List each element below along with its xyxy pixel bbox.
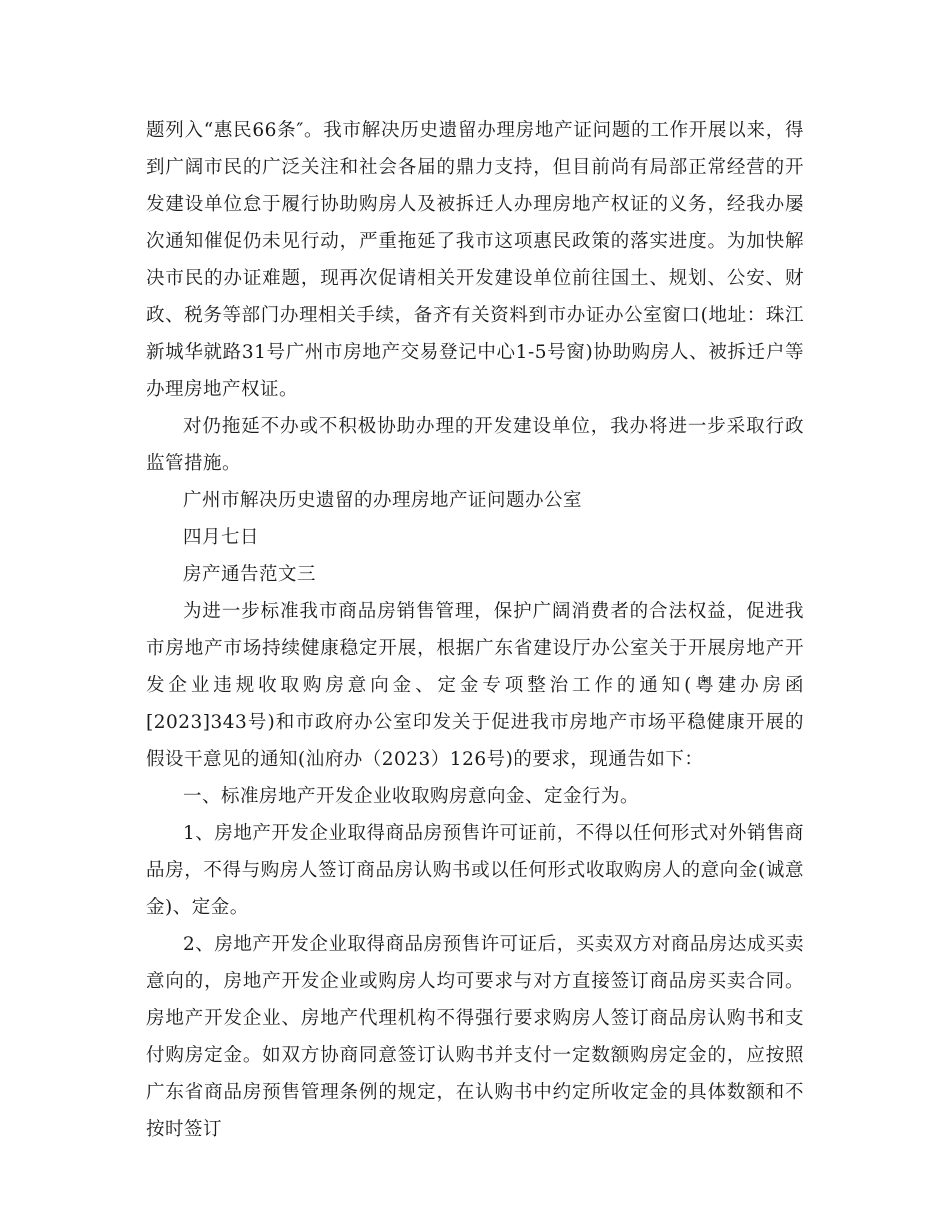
issue-date: 四月七日 [183,527,260,548]
paragraph-item-2: 2、房地产开发企业取得商品房预售许可证后，买卖双方对商品房达成买卖意向的，房地产开发企业或购房人均可要求与对方直接签订商品房买卖合同。房地产开发企业、房地产代理机构不得强行要求购房人签订商品房认购书和支付购房定金。如双方协商同意签订认购书并支付一定数额购房定金的，应按照广东省商品房预售管理条例的规定，在认购书中约定所收定金的具体数额和不按时签订 [146,934,804,1140]
issuer-office: 广州市解决历史遗留的办理房地产证问题办公室 [183,490,583,511]
paragraph-continuation: 题列入“惠民66条″。我市解决历史遗留办理房地产证问题的工作开展以来，得到广阔市民的广泛关注和社会各届的鼎力支持，但目前尚有局部正常经营的开发建设单位怠于履行协助购房人及被拆迁人办理房地产权证的义务，经我办屡次通知催促仍未见行动，严重拖延了我市这项惠民政策的落实进度。为加快解决市民的办证难题，现再次促请相关开发建设单位前往国土、规划、公安、财政、税务等部门办理相关手续，备齐有关资料到市办证办公室窗口(地址：珠江新城华就路31号广州市房地产交易登记中心1-5号窗)协助购房人、被拆迁户等办理房地产权证。 [146,120,804,400]
document-body [146,112,804,1148]
paragraph-intro: 为进一步标准我市商品房销售管理，保护广阔消费者的合法权益，促进我市房地产市场持续健康稳定开展，根据广东省建设厅办公室关于开展房地产开发企业违规收取购房意向金、定金专项整治工作的通知(粤建办房函[2023]343号)和市政府办公室印发关于促进我市房地产市场平稳健康开展的假设干意见的通知(汕府办（2023）126号)的要求，现通告如下： [146,601,804,770]
paragraph-supervision-notice: 对仍拖延不办或不积极协助办理的开发建设单位，我办将进一步采取行政监管措施。 [146,416,804,474]
paragraph-item-1: 1、房地产开发企业取得商品房预售许可证前，不得以任何形式对外销售商品房，不得与购房人签订商品房认购书或以任何形式收取购房人的意向金(诚意金)、定金。 [146,823,804,918]
paragraph-item-heading: 一、标准房地产开发企业收取购房意向金、定金行为。 [183,786,640,807]
section-heading: 房产通告范文三 [183,564,317,585]
